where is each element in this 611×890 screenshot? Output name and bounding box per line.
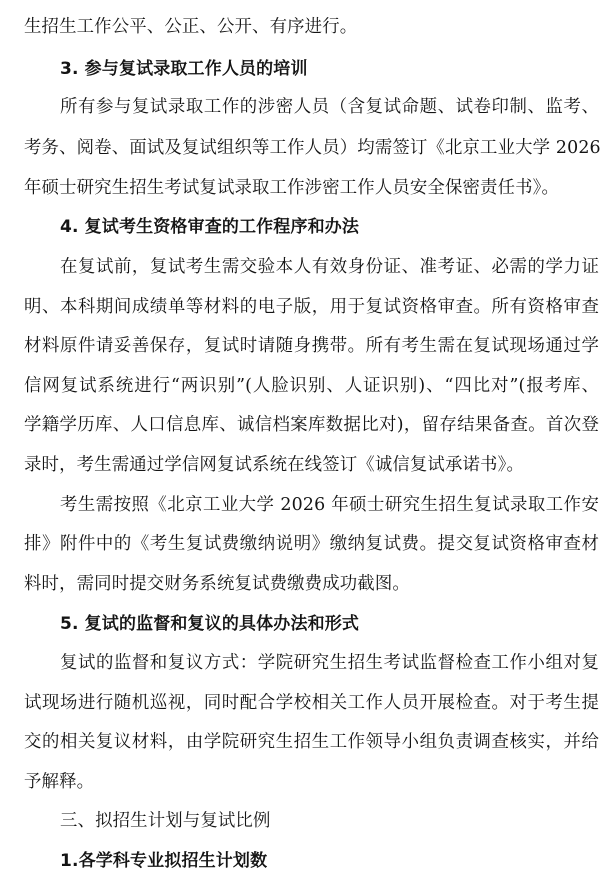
paragraph-line: 在复试前，复试考生需交验本人有效身份证、准考证、必需的学力证 [60, 257, 599, 277]
section-heading-5: 5. 复试的监督和复议的具体办法和形式 [60, 614, 360, 634]
paragraph-line: 录时，考生需通过学信网复试系统在线签订《诚信复试承诺书》。 [24, 455, 524, 475]
paragraph-line: 考生需按照《北京工业大学 2026 年硕士研究生招生复试录取工作安 [60, 495, 599, 515]
paragraph-line: 考务、阅卷、面试及复试组织等工作人员）均需签订《北京工业大学 2026 [24, 138, 601, 158]
paragraph-line: 信网复试系统进行“两识别”(人脸识别、人证识别)、“四比对”(报考库、 [24, 376, 599, 396]
paragraph-line: 予解释。 [24, 772, 95, 792]
paragraph-line: 明、本科期间成绩单等材料的电子版，用于复试资格审查。所有资格审查 [24, 297, 599, 317]
paragraph-line: 复试的监督和复议方式：学院研究生招生考试监督检查工作小组对复 [60, 653, 599, 673]
section-heading-4: 4. 复试考生资格审查的工作程序和办法 [60, 217, 360, 237]
paragraph-line: 生招生工作公平、公正、公开、有序进行。 [24, 17, 358, 37]
subsection-heading-3-1: 1.各学科专业拟招生计划数 [60, 851, 268, 871]
paragraph-line: 所有参与复试录取工作的涉密人员（含复试命题、试卷印制、监考、 [60, 97, 599, 117]
paragraph-line: 排》附件中的《考生复试费缴纳说明》缴纳复试费。提交复试资格审查材 [24, 534, 599, 554]
paragraph-line: 学籍学历库、人口信息库、诚信档案库数据比对)，留存结果备查。首次登 [24, 415, 599, 435]
paragraph-line: 交的相关复议材料，由学院研究生招生工作领导小组负责调查核实，并给 [24, 732, 599, 752]
chapter-heading-3: 三、拟招生计划与复试比例 [60, 811, 271, 831]
paragraph-line: 试现场进行随机巡视，同时配合学校相关工作人员开展检查。对于考生提 [24, 693, 599, 713]
paragraph-line: 料时，需同时提交财务系统复试费缴费成功截图。 [24, 574, 410, 594]
section-heading-3: 3. 参与复试录取工作人员的培训 [60, 59, 308, 79]
paragraph-line: 材料原件请妥善保存，复试时请随身携带。所有考生需在复试现场通过学 [24, 336, 599, 356]
paragraph-line: 年硕士研究生招生考试复试录取工作涉密工作人员安全保密责任书》。 [24, 178, 560, 198]
